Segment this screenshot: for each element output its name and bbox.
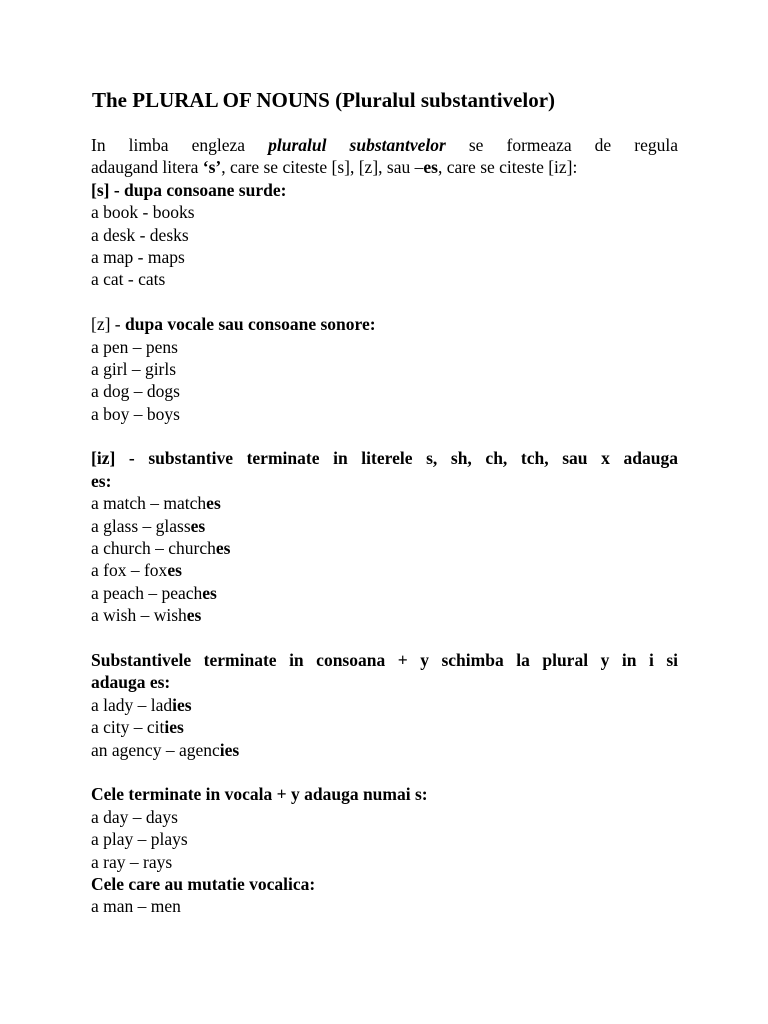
spacer [91, 761, 678, 783]
example-ending: es [202, 582, 217, 603]
example-line: a dog – dogs [91, 381, 180, 402]
iz-rule-heading: [iz] - substantive terminate in literele s, sh, ch, tch, sau x adauga [91, 448, 678, 469]
example-line [91, 694, 678, 716]
spacer [91, 425, 678, 447]
example-line: a play – plays [91, 829, 188, 850]
example-ending: es [167, 560, 182, 581]
example-ending: ies [164, 717, 184, 738]
example-ending: ies [219, 739, 240, 760]
example-ending: es [215, 538, 231, 559]
z-rule-heading [91, 313, 678, 335]
intro-text: , care se citeste [iz]: [437, 157, 578, 178]
mutation-heading: Cele care au mutatie vocalica: [91, 873, 316, 894]
intro-line-2 [91, 156, 678, 178]
example-line [91, 739, 678, 761]
intro-text: , care se citeste [s], [z], sau – [221, 157, 424, 178]
example-line: a book - books [91, 202, 195, 223]
example-text: a wish – wish [91, 605, 187, 626]
example-text: a match – match [91, 493, 207, 514]
example-ending: es [190, 515, 206, 536]
intro-line-1 [91, 134, 678, 156]
example-text: a city – cit [91, 717, 165, 738]
z-rule-label: [z] - [91, 314, 126, 335]
intro-emphasis: pluralul substantvelor [268, 135, 446, 155]
intro-text: In limba engleza [91, 135, 269, 155]
intro-text: se formeaza de regula [445, 135, 678, 155]
example-line: a map - maps [91, 246, 185, 267]
page-title: The PLURAL OF NOUNS (Pluralul substantivelor) [92, 88, 556, 112]
example-line: a cat - cats [91, 269, 166, 290]
example-line: a girl – girls [91, 358, 177, 379]
y-consonant-heading: Substantivele terminate in consoana + y schimba la plural y in i si [91, 649, 678, 670]
example-line [91, 604, 678, 626]
example-line [91, 515, 678, 537]
example-line [91, 559, 678, 581]
y-consonant-heading-cont: adauga es: [91, 672, 171, 693]
s-rule-heading: [s] - dupa consoane surde: [91, 179, 287, 200]
example-text: a lady – lad [91, 694, 173, 715]
example-text: a fox – fox [91, 560, 168, 581]
example-line: a day – days [91, 806, 178, 827]
spacer [91, 291, 678, 313]
example-line: a man – men [91, 896, 181, 917]
example-line: a pen – pens [91, 336, 178, 357]
z-rule-text: dupa vocale sau consoane sonore: [125, 314, 376, 335]
example-text: an agency – agenc [91, 739, 220, 760]
example-line [91, 716, 678, 738]
intro-emphasis: ‘s’ [202, 157, 222, 178]
example-line: a ray – rays [91, 851, 173, 872]
spacer [91, 627, 678, 649]
example-text: a glass – glass [91, 515, 191, 536]
example-line: a desk - desks [91, 224, 189, 245]
example-line: a boy – boys [91, 403, 180, 424]
example-text: a peach – peach [91, 582, 203, 603]
example-line [91, 537, 678, 559]
example-line [91, 582, 678, 604]
example-ending: es [186, 605, 202, 626]
example-ending: es [206, 493, 221, 514]
example-text: a church – church [91, 538, 216, 559]
document-body [91, 134, 678, 918]
y-vowel-heading: Cele terminate in vocala + y adauga numai s: [91, 784, 428, 805]
example-ending: ies [172, 694, 192, 715]
intro-emphasis: es [423, 157, 438, 178]
intro-text: adaugand litera [91, 157, 203, 178]
example-line [91, 492, 678, 514]
iz-rule-heading-cont: es: [91, 470, 112, 491]
